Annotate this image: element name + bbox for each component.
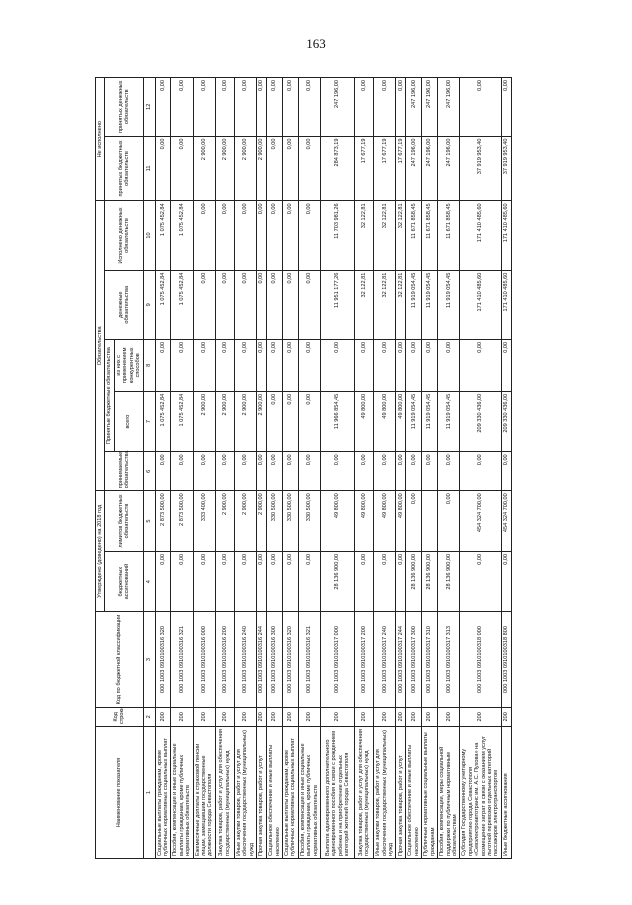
row-value-cell: 0,00	[396, 339, 406, 391]
row-value-cell: 2 900,00	[257, 391, 267, 452]
table-row	[374, 78, 396, 859]
row-kbk-cell: 000 1003 0910100318 000	[460, 612, 502, 707]
row-value-cell: 0,00	[155, 78, 171, 137]
row-value-cell: 49 800,00	[321, 491, 355, 552]
row-value-cell: 0,00	[234, 339, 256, 391]
row-value-cell: 11 951 177,26	[321, 270, 355, 339]
row-value-cell: 37 919 953,40	[501, 136, 511, 201]
row-value-cell: 0,00	[283, 551, 299, 612]
row-value-cell: 171 410 485,60	[460, 270, 502, 339]
row-value-cell: 247 196,00	[422, 78, 438, 137]
row-value-cell: 0,00	[193, 452, 215, 491]
header-not-executed-group: Не исполнено	[96, 78, 105, 201]
row-value-cell: 0,00	[355, 551, 374, 612]
row-name-cell: Прочая закупка товаров, работ и услуг	[396, 727, 406, 859]
row-value-cell: 247 196,00	[321, 78, 355, 137]
row-value-cell: 0,00	[257, 270, 267, 339]
column-index: 8	[143, 339, 155, 391]
row-value-cell: 0,00	[171, 136, 193, 201]
row-value-cell: 0,00	[422, 452, 438, 491]
row-value-cell: 32 122,81	[374, 270, 396, 339]
row-name-cell: Закупка товаров, работ и услуг для обеспечения государственных (муниципальных) нужд	[215, 727, 234, 859]
row-code-cell: 200	[257, 707, 267, 726]
row-kbk-cell: 000 1003 0910100316 000	[193, 612, 215, 707]
column-index: 3	[143, 612, 155, 707]
table-row	[171, 78, 193, 859]
row-kbk-cell: 000 1003 0910100316 321	[298, 612, 320, 707]
row-value-cell: 0,00	[155, 452, 171, 491]
rotated-table-area	[95, 77, 575, 859]
row-name-cell: Публичные нормативные социальные выплаты гражданам	[422, 727, 438, 859]
row-value-cell: 0,00	[374, 551, 396, 612]
row-kbk-cell: 000 1003 0910100317 313	[438, 612, 460, 707]
row-name-cell: Пособия, компенсации и иные социальные выплаты гражданам, кроме публичных нормативных обязательств	[298, 727, 320, 859]
row-value-cell: 0,00	[234, 551, 256, 612]
column-index: 5	[143, 491, 155, 552]
page-number: 163	[306, 36, 326, 51]
column-index: 9	[143, 270, 155, 339]
row-kbk-cell: 000 1003 0910100316 321	[171, 612, 193, 707]
row-value-cell: 0,00	[171, 551, 193, 612]
row-code-cell: 200	[298, 707, 320, 726]
header-budget-allocations: бюджетных ассигнований	[105, 551, 143, 612]
column-index: 10	[143, 201, 155, 270]
row-value-cell: 0,00	[171, 78, 193, 137]
row-value-cell: 454 324 700,00	[501, 491, 511, 552]
row-name-cell: Пособия, компенсации, меры социальной поддержки по публичным нормативным обязательствам	[438, 727, 460, 859]
header-obligations-group: Обязательства	[96, 201, 105, 491]
row-value-cell: 32 122,81	[355, 270, 374, 339]
rotated-table-wrapper	[95, 77, 575, 859]
row-value-cell: 0,00	[234, 452, 256, 491]
row-value-cell: 2 873 500,00	[171, 491, 193, 552]
row-value-cell: 0,00	[234, 270, 256, 339]
table-row	[283, 78, 299, 859]
row-kbk-cell: 000 1003 0910100317 310	[422, 612, 438, 707]
row-kbk-cell: 000 1003 0910100316 240	[234, 612, 256, 707]
column-index: 2	[143, 707, 155, 726]
row-code-cell: 200	[460, 707, 502, 726]
table-row	[193, 78, 215, 859]
header-executed-monetary: Исполнено денежных обязательств	[105, 201, 143, 270]
row-value-cell: 11 671 858,45	[406, 201, 422, 270]
row-value-cell: 17 677,19	[396, 136, 406, 201]
row-value-cell: 32 122,81	[374, 201, 396, 270]
row-kbk-cell: 000 1003 0910100316 300	[267, 612, 283, 707]
row-value-cell: 0,00	[234, 201, 256, 270]
row-value-cell: 0,00	[298, 339, 320, 391]
row-value-cell: 49 800,00	[374, 391, 396, 452]
row-value-cell: 32 122,81	[396, 270, 406, 339]
row-value-cell: 454 324 700,00	[460, 491, 502, 552]
row-value-cell: 0,00	[283, 452, 299, 491]
row-value-cell: 2 900,00	[234, 491, 256, 552]
row-value-cell: 0,00	[283, 201, 299, 270]
row-value-cell: 28 136 900,00	[438, 551, 460, 612]
row-value-cell: 247 196,00	[438, 78, 460, 137]
row-kbk-cell: 000 1003 0910100317 000	[321, 612, 355, 707]
row-value-cell: 0,00	[396, 78, 406, 137]
row-name-cell: Прочая закупка товаров, работ и услуг	[257, 727, 267, 859]
row-name-cell: Иные закупки товаров, работ и услуг для обеспечения государственных (муниципальных) нужд	[234, 727, 256, 859]
row-value-cell: 284 873,19	[321, 136, 355, 201]
row-value-cell: 333 400,00	[193, 491, 215, 552]
row-value-cell: 0,00	[374, 339, 396, 391]
table-row	[396, 78, 406, 859]
column-index: 11	[143, 136, 155, 201]
row-value-cell: 0,00	[298, 201, 320, 270]
row-value-cell: 2 900,00	[257, 136, 267, 201]
row-value-cell: 49 800,00	[396, 391, 406, 452]
row-code-cell: 200	[215, 707, 234, 726]
row-code-cell: 200	[374, 707, 396, 726]
table-row	[422, 78, 438, 859]
row-code-cell: 200	[283, 707, 299, 726]
row-value-cell: 0,00	[406, 339, 422, 391]
row-name-cell: Социальное обеспечение и иные выплаты населению	[406, 727, 422, 859]
row-value-cell: 11 966 854,45	[321, 391, 355, 452]
header-approved-group: Утверждено (доведено) на 2018 год	[96, 491, 105, 612]
table-row	[215, 78, 234, 859]
row-value-cell: 0,00	[283, 136, 299, 201]
table-row	[267, 78, 283, 859]
row-value-cell: 0,00	[257, 452, 267, 491]
column-index: 6	[143, 452, 155, 491]
row-name-cell: Социальные выплаты гражданам, кроме публичных нормативных социальных выплат	[283, 727, 299, 859]
row-value-cell: 0,00	[460, 78, 502, 137]
row-value-cell: 28 136 900,00	[321, 551, 355, 612]
row-value-cell: 2 900,00	[215, 491, 234, 552]
row-name-cell: Иные закупки товаров, работ и услуг для обеспечения государственных (муниципальных) нужд	[374, 727, 396, 859]
row-value-cell: 11 919 054,45	[438, 391, 460, 452]
row-value-cell: 0,00	[267, 452, 283, 491]
header-line-code: Код строки	[96, 707, 144, 726]
row-kbk-cell: 000 1003 0910100318 800	[501, 612, 511, 707]
row-value-cell: 28 136 900,00	[406, 551, 422, 612]
row-kbk-cell: 000 1003 0910100316 320	[283, 612, 299, 707]
row-value-cell: 0,00	[355, 78, 374, 137]
row-value-cell	[422, 491, 438, 552]
row-value-cell: 32 122,81	[396, 201, 406, 270]
row-value-cell: 11 671 858,45	[438, 201, 460, 270]
row-kbk-cell: 000 1003 0910100316 244	[257, 612, 267, 707]
row-value-cell: 17 677,19	[355, 136, 374, 201]
row-value-cell: 0,00	[321, 339, 355, 391]
row-kbk-cell: 000 1003 0910100317 200	[355, 612, 374, 707]
row-value-cell: 11 671 858,45	[422, 201, 438, 270]
header-competitive: из них с применением конкурентных способов	[114, 339, 143, 391]
row-value-cell: 0,00	[298, 270, 320, 339]
row-value-cell: 2 900,00	[257, 491, 267, 552]
row-value-cell: 0,00	[374, 452, 396, 491]
row-value-cell: 330 500,00	[283, 491, 299, 552]
row-value-cell: 0,00	[267, 339, 283, 391]
row-code-cell: 200	[422, 707, 438, 726]
row-value-cell: 0,00	[267, 78, 283, 137]
row-value-cell: 0,00	[283, 391, 299, 452]
header-budget-code: Код по бюджетной классификации	[96, 612, 144, 707]
header-limits: лимитов бюджетных обязательств	[105, 491, 143, 552]
row-value-cell: 0,00	[298, 452, 320, 491]
row-value-cell: 0,00	[355, 339, 374, 391]
row-value-cell: 0,00	[257, 78, 267, 137]
row-value-cell: 0,00	[355, 452, 374, 491]
row-value-cell: 0,00	[171, 452, 193, 491]
row-value-cell: 0,00	[298, 78, 320, 137]
row-code-cell: 200	[155, 707, 171, 726]
row-value-cell: 0,00	[215, 339, 234, 391]
table-row	[406, 78, 422, 859]
row-value-cell: 171 410 485,60	[460, 201, 502, 270]
row-value-cell: 2 900,00	[215, 136, 234, 201]
header-not-exec-monetary: принятых денежных обязательств	[105, 78, 143, 137]
header-monetary: денежные обязательства	[105, 270, 143, 339]
row-value-cell: 49 800,00	[355, 391, 374, 452]
table-row	[321, 78, 355, 859]
row-code-cell: 200	[171, 707, 193, 726]
header-name: Наименование показателя	[96, 727, 144, 859]
row-value-cell: 11 919 054,45	[438, 270, 460, 339]
row-code-cell: 200	[267, 707, 283, 726]
row-value-cell: 49 800,00	[374, 491, 396, 552]
row-code-cell: 200	[321, 707, 355, 726]
row-value-cell: 0,00	[215, 551, 234, 612]
row-value-cell: 0,00	[193, 270, 215, 339]
column-index: 4	[143, 551, 155, 612]
row-value-cell: 0,00	[155, 551, 171, 612]
row-value-cell: 0,00	[267, 270, 283, 339]
row-value-cell: 11 919 054,45	[422, 270, 438, 339]
column-index: 12	[143, 78, 155, 137]
row-name-cell: Пособия, компенсации и иные социальные выплаты гражданам, кроме публичных нормативных обязательств	[171, 727, 193, 859]
row-value-cell: 1 075 452,84	[155, 201, 171, 270]
row-value-cell: 11 919 054,45	[422, 391, 438, 452]
row-value-cell: 330 500,00	[298, 491, 320, 552]
row-value-cell: 0,00	[155, 339, 171, 391]
column-index: 7	[143, 391, 155, 452]
row-value-cell: 0,00	[406, 491, 422, 552]
row-code-cell: 200	[396, 707, 406, 726]
row-value-cell: 1 075 452,84	[155, 391, 171, 452]
row-value-cell: 0,00	[215, 270, 234, 339]
row-value-cell: 0,00	[193, 201, 215, 270]
row-value-cell: 0,00	[374, 78, 396, 137]
row-value-cell: 247 196,00	[422, 136, 438, 201]
row-value-cell: 0,00	[193, 551, 215, 612]
row-value-cell: 0,00	[283, 270, 299, 339]
row-value-cell: 0,00	[422, 339, 438, 391]
row-value-cell: 17 677,19	[374, 136, 396, 201]
row-value-cell: 0,00	[234, 78, 256, 137]
row-value-cell: 2 900,00	[234, 391, 256, 452]
row-value-cell: 0,00	[298, 136, 320, 201]
table-row	[155, 78, 171, 859]
row-value-cell: 0,00	[257, 551, 267, 612]
row-value-cell: 0,00	[406, 452, 422, 491]
row-value-cell: 0,00	[460, 452, 502, 491]
row-value-cell: 49 800,00	[396, 491, 406, 552]
row-value-cell: 11 703 981,26	[321, 201, 355, 270]
row-value-cell: 2 900,00	[234, 136, 256, 201]
row-kbk-cell: 000 1003 0910100316 320	[155, 612, 171, 707]
row-value-cell: 2 900,00	[193, 136, 215, 201]
row-value-cell: 11 919 054,45	[406, 270, 422, 339]
table-row	[257, 78, 267, 859]
header-accepted: принимаемые обязательства	[105, 452, 143, 491]
row-value-cell: 1 075 452,84	[171, 391, 193, 452]
row-name-cell: Ежемесячные доплаты к страховой пенсии лицам, замещавшим государственные должности города Севастополя	[193, 727, 215, 859]
row-name-cell: Закупка товаров, работ и услуг для обеспечения государственных (муниципальных) нужд	[355, 727, 374, 859]
row-kbk-cell: 000 1003 0910100317 300	[406, 612, 422, 707]
row-value-cell: 0,00	[438, 491, 460, 552]
row-value-cell: 2 900,00	[215, 391, 234, 452]
row-value-cell: 2 900,00	[193, 391, 215, 452]
row-kbk-cell: 000 1003 0910100317 244	[396, 612, 406, 707]
row-name-cell: Социальные выплаты гражданам, кроме публичных нормативных социальных выплат	[155, 727, 171, 859]
row-value-cell: 32 122,81	[355, 201, 374, 270]
row-name-cell: Социальное обеспечение и иные выплаты населению	[267, 727, 283, 859]
row-value-cell: 49 800,00	[355, 491, 374, 552]
row-value-cell: 171 410 485,60	[501, 201, 511, 270]
row-value-cell: 0,00	[396, 551, 406, 612]
column-index: 1	[143, 727, 155, 859]
row-value-cell: 0,00	[267, 551, 283, 612]
row-code-cell: 200	[193, 707, 215, 726]
row-value-cell: 1 075 452,84	[155, 270, 171, 339]
row-value-cell: 1 075 452,84	[171, 201, 193, 270]
row-value-cell: 0,00	[267, 201, 283, 270]
row-kbk-cell: 000 1003 0910100317 240	[374, 612, 396, 707]
row-value-cell: 11 919 054,45	[406, 391, 422, 452]
header-accepted-budget-group: Принятые бюджетные обязательства	[105, 339, 114, 451]
row-value-cell: 1 075 452,84	[171, 270, 193, 339]
row-name-cell: Субсидия Государственному унитарному предприятию города Севастополя «Севэлектроавтотранс им. А.С. Пухова» на возмещение затрат в связи с оказанием услуг льготной перевозки отдельных категорий пассажиров электротранспортом	[460, 727, 502, 859]
row-value-cell: 0,00	[438, 452, 460, 491]
row-code-cell: 200	[406, 707, 422, 726]
row-value-cell: 0,00	[215, 201, 234, 270]
row-value-cell: 0,00	[257, 339, 267, 391]
row-value-cell: 0,00	[193, 78, 215, 137]
row-value-cell: 0,00	[267, 136, 283, 201]
row-value-cell: 0,00	[438, 339, 460, 391]
table-row	[234, 78, 256, 859]
row-value-cell: 0,00	[257, 201, 267, 270]
row-value-cell: 0,00	[193, 339, 215, 391]
row-value-cell: 247 196,00	[406, 136, 422, 201]
row-value-cell: 0,00	[321, 452, 355, 491]
row-value-cell: 28 136 900,00	[422, 551, 438, 612]
table-row	[355, 78, 374, 859]
row-value-cell: 209 330 436,00	[501, 391, 511, 452]
table-row	[460, 78, 502, 859]
row-name-cell: Иные бюджетные ассигнования	[501, 727, 511, 859]
row-value-cell: 0,00	[298, 551, 320, 612]
row-value-cell: 0,00	[396, 452, 406, 491]
row-value-cell: 0,00	[283, 78, 299, 137]
table-row	[501, 78, 511, 859]
row-code-cell: 200	[355, 707, 374, 726]
header-not-exec-accepted: принятых бюджетных обязательств	[105, 136, 143, 201]
row-value-cell: 209 330 436,00	[460, 391, 502, 452]
row-code-cell: 200	[438, 707, 460, 726]
row-kbk-cell: 000 1003 0910100316 200	[215, 612, 234, 707]
row-value-cell: 2 873 500,00	[155, 491, 171, 552]
row-value-cell: 0,00	[501, 339, 511, 391]
row-value-cell: 0,00	[215, 452, 234, 491]
table-row	[298, 78, 320, 859]
row-code-cell: 200	[501, 707, 511, 726]
row-value-cell: 247 196,00	[438, 136, 460, 201]
row-value-cell: 0,00	[155, 136, 171, 201]
header-total: всего	[114, 391, 143, 452]
row-value-cell: 171 410 485,60	[501, 270, 511, 339]
table-row	[438, 78, 460, 859]
row-value-cell: 330 500,00	[267, 491, 283, 552]
row-value-cell: 0,00	[215, 78, 234, 137]
row-name-cell: Выплата единовременного дополнительного единовременного пособия в связи с рождением ребенка и на приобретение отдельных категорий жителей города Севастополя	[321, 727, 355, 859]
row-code-cell: 200	[234, 707, 256, 726]
row-value-cell: 0,00	[501, 452, 511, 491]
row-value-cell: 247 196,00	[406, 78, 422, 137]
row-value-cell: 0,00	[171, 339, 193, 391]
row-value-cell: 37 919 953,40	[460, 136, 502, 201]
row-value-cell: 0,00	[298, 391, 320, 452]
row-value-cell: 0,00	[501, 78, 511, 137]
row-value-cell: 0,00	[501, 551, 511, 612]
row-value-cell: 0,00	[460, 339, 502, 391]
column-index-row	[143, 78, 155, 859]
row-value-cell: 0,00	[283, 339, 299, 391]
row-value-cell: 0,00	[267, 391, 283, 452]
budget-execution-table	[95, 77, 512, 859]
row-value-cell: 0,00	[460, 551, 502, 612]
